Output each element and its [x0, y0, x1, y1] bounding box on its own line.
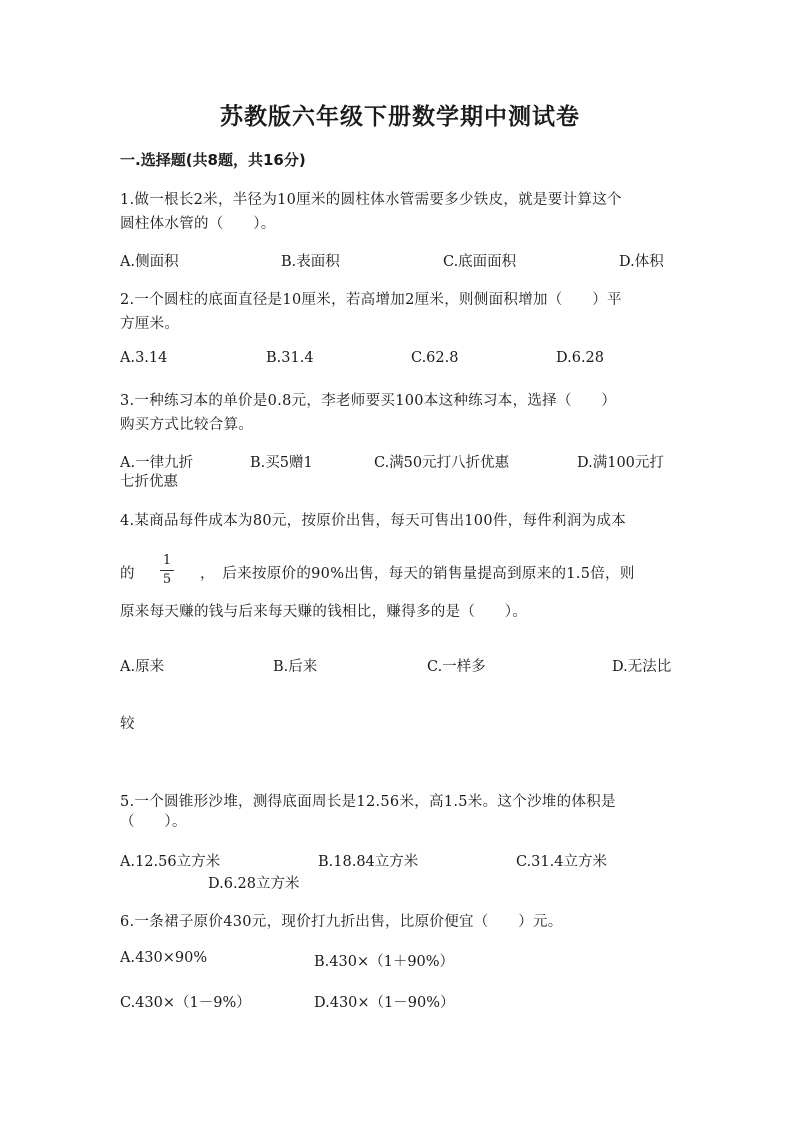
fraction-numerator: 1 [162, 553, 172, 568]
question-3-option-d-wrap: 七折优惠 [120, 474, 178, 490]
fraction-denominator: 5 [162, 572, 172, 587]
question-4-option-c[interactable]: C.一样多 [427, 659, 486, 675]
question-6-option-b[interactable]: B.430×（1＋90%） [314, 954, 455, 970]
question-6-option-d[interactable]: D.430×（1－90%） [314, 995, 455, 1011]
question-5-option-a[interactable]: A.12.56立方米 [120, 854, 221, 870]
question-2-option-b[interactable]: B.31.4 [266, 350, 314, 366]
question-3-option-a[interactable]: A.一律九折 [120, 455, 194, 471]
question-2-option-d[interactable]: D.6.28 [556, 350, 605, 366]
question-4-option-a[interactable]: A.原来 [120, 659, 165, 675]
question-3-option-b[interactable]: B.买5赠1 [250, 455, 313, 471]
question-1-option-d[interactable]: D.体积 [619, 254, 664, 270]
question-5-option-b[interactable]: B.18.84立方米 [318, 854, 419, 870]
question-4-line-1: 4.某商品每件成本为80元，按原价出售，每天可售出100件，每件利润为成本 [120, 513, 627, 529]
question-1-line-2: 圆柱体水管的（ ）。 [120, 216, 276, 232]
question-2-line-1: 2.一个圆柱的底面直径是10厘米，若高增加2厘米，则侧面积增加（ ）平 [120, 292, 622, 308]
page-title: 苏教版六年级下册数学期中测试卷 [220, 104, 580, 130]
question-5-line-1: 5.一个圆锥形沙堆，测得底面周长是12.56米，高1.5米。这个沙堆的体积是 [120, 794, 616, 810]
question-4-line-3: 原来每天赚的钱与后来每天赚的钱相比，赚得多的是（ ）。 [120, 604, 528, 620]
fraction-one-fifth [160, 553, 174, 588]
question-1-option-c[interactable]: C.底面面积 [443, 254, 517, 270]
question-6-line-1: 6.一条裙子原价430元，现价打九折出售，比原价便宜（ ）元。 [120, 914, 563, 930]
question-4-option-d[interactable]: D.无法比 [612, 659, 672, 675]
question-1-line-1: 1.做一根长2米，半径为10厘米的圆柱体水管需要多少铁皮，就是要计算这个 [120, 192, 622, 208]
question-4-option-b[interactable]: B.后来 [273, 659, 318, 675]
question-4-line-2-prefix: 的 [120, 566, 135, 582]
question-2-line-2: 方厘米。 [120, 316, 180, 332]
question-3-option-c[interactable]: C.满50元打八折优惠 [374, 455, 510, 471]
question-5-option-c[interactable]: C.31.4立方米 [516, 854, 607, 870]
question-6-option-a[interactable]: A.430×90% [120, 950, 208, 966]
question-6-option-c[interactable]: C.430×（1－9%） [120, 995, 251, 1011]
question-3-line-2: 购买方式比较合算。 [120, 417, 254, 433]
question-3-option-d[interactable]: D.满100元打 [577, 455, 664, 471]
question-1-option-b[interactable]: B.表面积 [281, 254, 340, 270]
question-5-option-d[interactable]: D.6.28立方米 [208, 876, 300, 892]
question-2-option-a[interactable]: A.3.14 [120, 350, 168, 366]
question-3-line-1: 3.一种练习本的单价是0.8元，李老师要买100本这种练习本，选择（ ） [120, 393, 617, 409]
question-4-line-2-rest: ， 后来按原价的90%出售，每天的销售量提高到原来的1.5倍，则 [200, 566, 635, 582]
question-2-option-c[interactable]: C.62.8 [411, 350, 459, 366]
question-1-option-a[interactable]: A.侧面积 [120, 254, 179, 270]
section-heading: 一.选择题(共8题，共16分) [120, 151, 306, 169]
question-5-line-2: （ ）。 [120, 814, 187, 830]
question-4-option-d-wrap: 较 [120, 716, 135, 732]
